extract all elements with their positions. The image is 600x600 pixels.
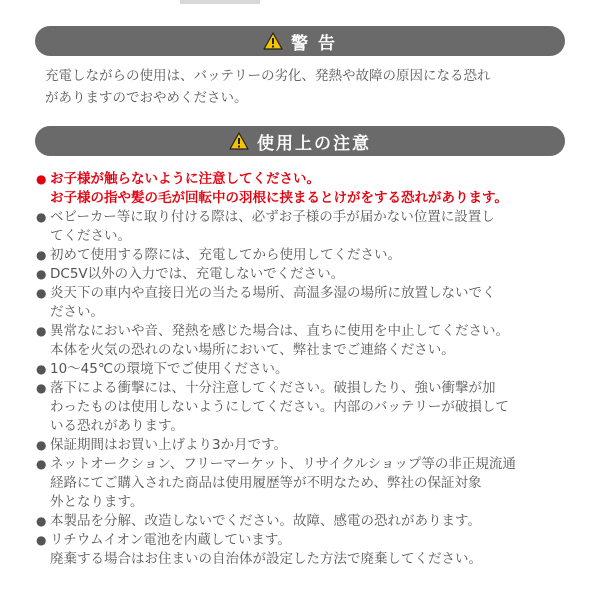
item-line: 本製品を分解、改造しないでください。故障、感電の恐れがあります。 — [50, 513, 481, 529]
usage-heading: 使用上の注意 — [257, 133, 371, 154]
bullet: ● — [36, 172, 47, 186]
warning-triangle-icon — [263, 32, 283, 50]
bullet: ● — [36, 533, 47, 547]
bullet: ● — [36, 381, 47, 395]
item-line: 保証期間はお買い上げより3か月です。 — [50, 437, 288, 453]
list-item — [36, 265, 576, 284]
item-line: ださい。 — [50, 304, 104, 320]
item-line: 外となります。 — [50, 494, 144, 510]
item-line: 10～45℃の環境下でご使用ください。 — [50, 361, 289, 377]
bullet: ● — [36, 362, 47, 376]
usage-header-bar — [35, 126, 565, 156]
list-item — [36, 170, 576, 208]
item-line: わったものは使用しないようにしてください。内部のバッテリーが破損して — [50, 399, 509, 415]
warning-triangle-icon — [229, 132, 249, 150]
item-line: 経路にてご購入された商品は使用履歴等が不明なため、弊社の保証対象 — [50, 475, 482, 491]
list-item — [36, 246, 576, 265]
item-line: 落下による衝撃には、十分注意してください。破損したり、強い衝撃が加 — [50, 380, 496, 396]
item-line: 廃棄する場合はお住まいの自治体が設定した方法で廃棄してください。 — [50, 551, 482, 567]
warning-line: 充電しながらの使用は、バッテリーの劣化、発熱や故障の原因になる恐れ — [45, 68, 491, 84]
item-line: お子様の指や髪の毛が回転中の羽根に挟まるとけがをする恐れがあります。 — [50, 190, 508, 206]
list-item — [36, 322, 576, 360]
bullet: ● — [36, 248, 47, 262]
bullet: ● — [36, 210, 47, 224]
item-line: お子様が触らないように注意してください。 — [50, 171, 320, 187]
item-line: リチウムイオン電池を内蔵しています。 — [50, 532, 291, 548]
list-item — [36, 512, 576, 531]
list-item — [36, 360, 576, 379]
warning-heading: 警 告 — [291, 33, 337, 54]
bullet: ● — [36, 286, 47, 300]
bullet: ● — [36, 267, 47, 281]
bullet: ● — [36, 324, 47, 338]
item-line: ネットオークション、フリーマーケット、リサイクルショップ等の非正規流通 — [50, 456, 516, 472]
bullet: ● — [36, 514, 47, 528]
item-line: てください。 — [50, 228, 131, 244]
item-line: ベビーカー等に取り付ける際は、必ずお子様の手が届かない位置に設置し — [50, 209, 495, 225]
bullet: ● — [36, 457, 47, 471]
list-item — [36, 284, 576, 322]
item-line: DC5V以外の入力では、充電しないでください。 — [50, 266, 345, 282]
item-line: 本体を火気の恐れのない場所において、弊社までご連絡ください。 — [50, 342, 455, 358]
list-item — [36, 455, 576, 512]
item-line: いる恐れがあります。 — [50, 418, 184, 434]
list-item — [36, 436, 576, 455]
list-item — [36, 379, 576, 436]
list-item — [36, 208, 576, 246]
warning-line: がありますのでおやめください。 — [45, 90, 248, 106]
item-line: 異常なにおいや音、発熱を感じた場合は、直ちに使用を中止してください。 — [50, 323, 509, 339]
usage-list — [36, 170, 576, 569]
warning-text — [45, 65, 565, 109]
bullet: ● — [36, 438, 47, 452]
item-line: 初めて使用する際には、充電してから使用してください。 — [50, 247, 401, 263]
list-item — [36, 531, 576, 569]
item-line: 炎天下の車内や直接日光の当たる場所、高温多湿の場所に放置しないでく — [50, 285, 496, 301]
warning-header-bar — [35, 26, 565, 56]
cropped-top-decoration — [180, 0, 260, 4]
